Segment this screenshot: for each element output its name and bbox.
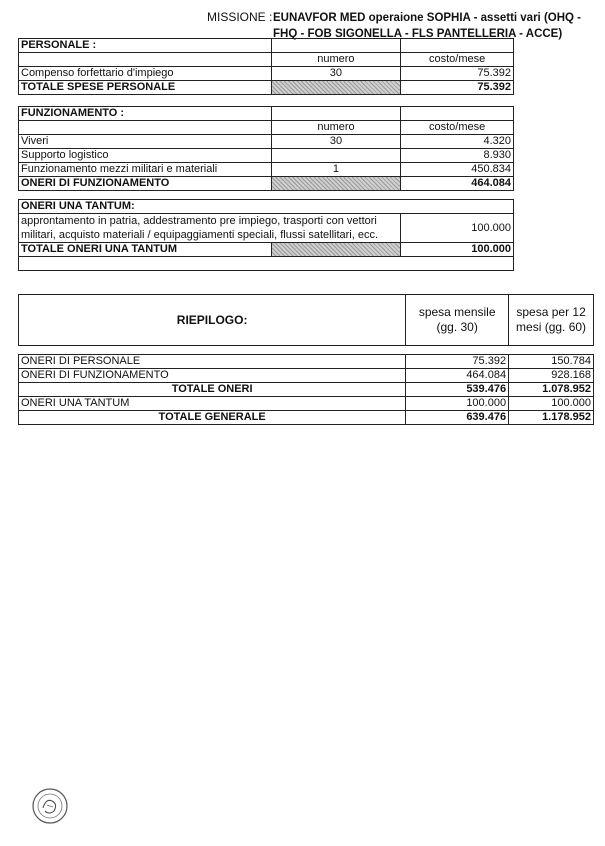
total-row-annuale: 1.078.952 — [509, 383, 594, 397]
tantum-total-value: 100.000 — [401, 243, 514, 257]
shaded-cell — [271, 81, 401, 95]
row-costo: 75.392 — [401, 67, 514, 81]
total-row-label: ONERI DI PERSONALE — [19, 355, 406, 369]
riepilogo-col-mensile: spesa mensile (gg. 30) — [406, 295, 509, 346]
personale-col-numero: numero — [271, 53, 401, 67]
riepilogo-title: RIEPILOGO: — [19, 295, 406, 346]
tantum-value: 100.000 — [401, 214, 514, 243]
total-row-annuale: 1.178.952 — [509, 411, 594, 425]
table-row — [19, 355, 594, 369]
total-row-label: TOTALE ONERI — [19, 383, 406, 397]
total-row-mensile: 639.476 — [406, 411, 509, 425]
riepilogo-header-table — [18, 294, 594, 346]
funzionamento-total-label: ONERI DI FUNZIONAMENTO — [19, 177, 272, 191]
personale-total-value: 75.392 — [401, 81, 514, 95]
row-label: Supporto logistico — [19, 149, 272, 163]
mission-label: MISSIONE : — [207, 10, 273, 24]
riepilogo-totals-table — [18, 354, 594, 425]
row-label: Viveri — [19, 135, 272, 149]
total-row-annuale: 150.784 — [509, 355, 594, 369]
row-numero: 30 — [271, 135, 401, 149]
riepilogo-col-12mesi: spesa per 12 mesi (gg. 60) — [509, 295, 594, 346]
row-label: Funzionamento mezzi militari e materiali — [19, 163, 272, 177]
personale-total-label: TOTALE SPESE PERSONALE — [19, 81, 272, 95]
total-row-mensile: 75.392 — [406, 355, 509, 369]
total-row-mensile: 464.084 — [406, 369, 509, 383]
row-numero — [271, 149, 401, 163]
table-row — [19, 67, 514, 81]
row-numero: 1 — [271, 163, 401, 177]
table-row — [19, 383, 594, 397]
table-row — [19, 135, 514, 149]
funzionamento-col-numero: numero — [271, 121, 401, 135]
tantum-description: approntamento in patria, addestramento pre impiego, trasporti con vettori militari, acquisto materiali / equipaggiamenti speciali, flussi satellitari, ecc. — [19, 214, 401, 243]
total-row-label: ONERI DI FUNZIONAMENTO — [19, 369, 406, 383]
table-row — [19, 149, 514, 163]
personale-col-costo: costo/mese — [401, 53, 514, 67]
total-row-mensile: 100.000 — [406, 397, 509, 411]
funzionamento-table — [18, 106, 514, 191]
total-row-annuale: 928.168 — [509, 369, 594, 383]
table-row — [19, 397, 594, 411]
table-row — [19, 411, 594, 425]
funzionamento-total-value: 464.084 — [401, 177, 514, 191]
table-row — [19, 369, 594, 383]
tantum-total-label: TOTALE ONERI UNA TANTUM — [19, 243, 272, 257]
personale-table — [18, 38, 514, 95]
total-row-label: ONERI UNA TANTUM — [19, 397, 406, 411]
row-numero: 30 — [271, 67, 401, 81]
tantum-table — [18, 199, 514, 271]
shaded-cell — [271, 243, 401, 257]
total-row-annuale: 100.000 — [509, 397, 594, 411]
row-costo: 8.930 — [401, 149, 514, 163]
personale-title: PERSONALE : — [19, 39, 272, 53]
mission-title: EUNAVFOR MED operaione SOPHIA - assetti vari (OHQ - FHQ - FOB SIGONELLA - FLS PANTELLERIA - ACCE) — [273, 12, 581, 40]
seal-icon — [30, 786, 70, 826]
row-costo: 4.320 — [401, 135, 514, 149]
total-row-mensile: 539.476 — [406, 383, 509, 397]
tantum-title: ONERI UNA TANTUM: — [19, 200, 514, 214]
row-label: Compenso forfettario d'impiego — [19, 67, 272, 81]
funzionamento-title: FUNZIONAMENTO : — [19, 107, 272, 121]
funzionamento-col-costo: costo/mese — [401, 121, 514, 135]
row-costo: 450.834 — [401, 163, 514, 177]
shaded-cell — [271, 177, 401, 191]
table-row — [19, 163, 514, 177]
total-row-label: TOTALE GENERALE — [19, 411, 406, 425]
